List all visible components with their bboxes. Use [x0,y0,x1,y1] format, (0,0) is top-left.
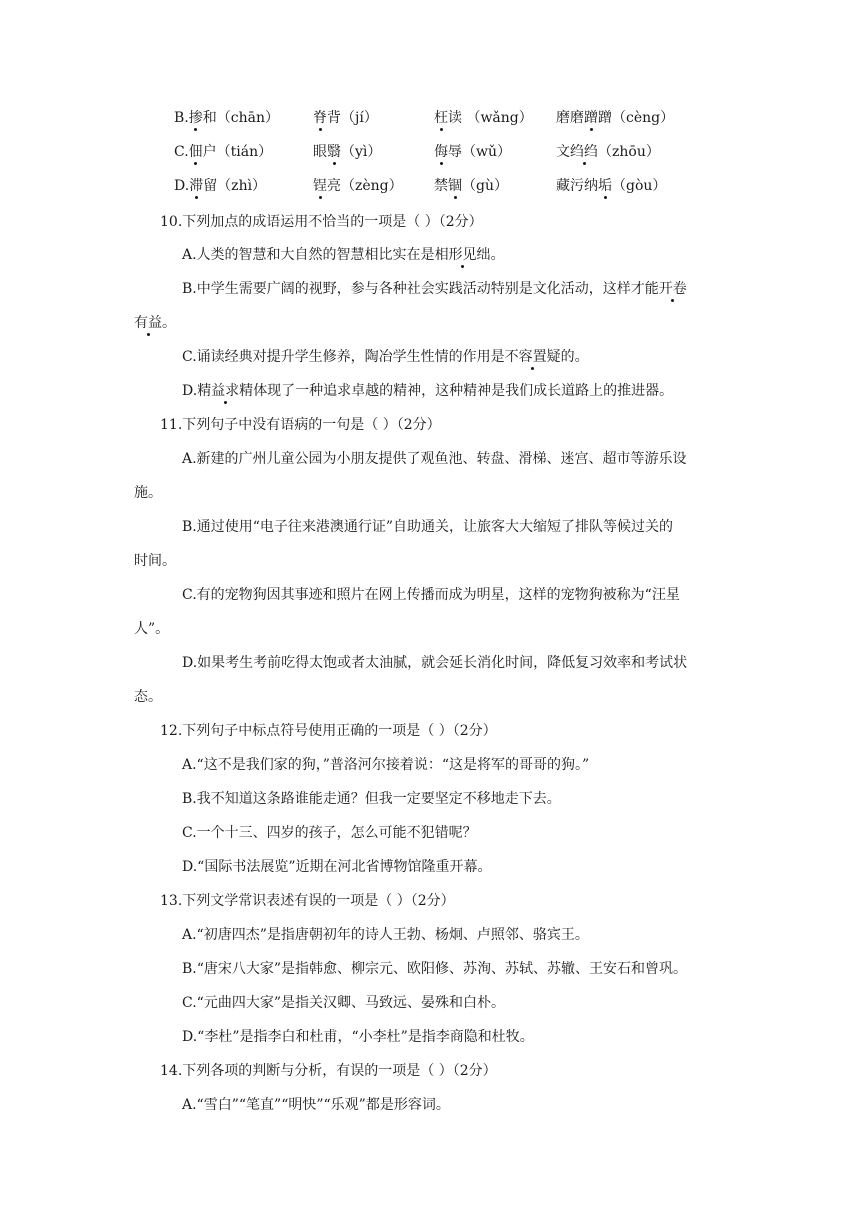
q12-option-d: D.“国际书法展览”近期在河北省博物馆隆重开幕。 [182,859,492,875]
q9-option-b-item-4: 磨磨蹭蹭（cèng） [556,110,675,126]
q11-option-d-continued: 态。 [134,689,162,705]
q9-option-c-item-2: 眼翳（yì） [313,144,382,160]
q10-option-c: C.诵读经典对提升学生修养，陶冶学生性情的作用是不容置疑的。 [182,349,589,365]
q12-option-c: C.一个十三、四岁的孩子，怎么可能不犯错呢？ [182,825,477,841]
q9-option-c-item-4: 文绉绉（zhōu） [556,144,660,160]
q10-option-d: D.精益求精体现了一种追求卓越的精神，这种精神是我们成长道路上的推进器。 [182,383,674,399]
q9-option-d-item-1: D.滞留（zhì） [174,178,267,194]
q12-option-b: B.我不知道这条路谁能走通？但我一定要坚定不移地走下去。 [182,791,561,807]
q13-option-b: B.“唐宋八大家”是指韩愈、柳宗元、欧阳修、苏洵、苏轼、苏辙、王安石和曾巩。 [182,961,688,977]
q9-option-b-item-2: 脊背（jí） [313,110,378,126]
q11-option-b: B.通过使用“电子往来港澳通行证”自助通关，让旅客大大缩短了排队等候过关的 [182,519,674,535]
q9-option-d-item-2: 锃亮（zèng） [313,178,403,194]
q10-option-a: A.人类的智慧和大自然的智慧相比实在是相形见绌。 [182,247,505,263]
q11-option-d: D.如果考生考前吃得太饱或者太油腻，就会延长消化时间，降低复习效率和考试状 [182,655,688,671]
q12-stem: 12.下列句子中标点符号使用正确的一项是（ ）（2分） [160,723,497,739]
q9-option-d-item-3: 禁锢（gù） [434,178,508,194]
q9-option-c-item-1: C.佃户（tián） [174,144,273,160]
q11-option-b-continued: 时间。 [134,553,176,569]
q10-option-b: B.中学生需要广阔的视野，参与各种社会实践活动特别是文化活动，这样才能开卷 [182,281,687,297]
q9-option-b-item-1: B.掺和（chān） [174,110,279,126]
q11-option-c: C.有的宠物狗因其事迹和照片在网上传播而成为明星，这样的宠物狗被称为“汪星 [182,587,680,603]
q14-option-a: A.“雪白”“笔直”“明快”“乐观”都是形容词。 [182,1097,450,1113]
q13-option-d: D.“李杜”是指李白和杜甫，“小李杜”是指李商隐和杜牧。 [182,1029,534,1045]
q13-option-c: C.“元曲四大家”是指关汉卿、马致远、晏殊和白朴。 [182,995,505,1011]
q9-option-b-item-3: 枉读 （wǎng） [434,110,533,126]
q11-option-a-continued: 施。 [134,485,162,501]
q9-option-d-item-4: 藏污纳垢（gòu） [556,178,667,194]
q13-option-a: A.“初唐四杰”是指唐朝初年的诗人王勃、杨炯、卢照邻、骆宾王。 [182,927,589,943]
q10-option-b-continued: 有益。 [134,315,176,331]
q14-stem: 14.下列各项的判断与分析，有误的一项是（ ）（2分） [160,1063,497,1079]
q13-stem: 13.下列文学常识表述有误的一项是（ ）（2分） [160,893,455,909]
q11-option-c-continued: 人”。 [134,621,170,637]
q12-option-a: A.“这不是我们家的狗，”普洛河尔接着说：“这是将军的哥哥的狗。” [182,757,590,773]
q10-stem: 10.下列加点的成语运用不恰当的一项是（ ）（2分） [160,214,483,230]
q11-stem: 11.下列句子中没有语病的一句是（ ）（2分） [160,417,441,433]
q11-option-a: A.新建的广州儿童公园为小朋友提供了观鱼池、转盘、滑梯、迷宫、超市等游乐设 [182,451,687,467]
q9-option-c-item-3: 侮辱（wǔ） [434,144,511,160]
